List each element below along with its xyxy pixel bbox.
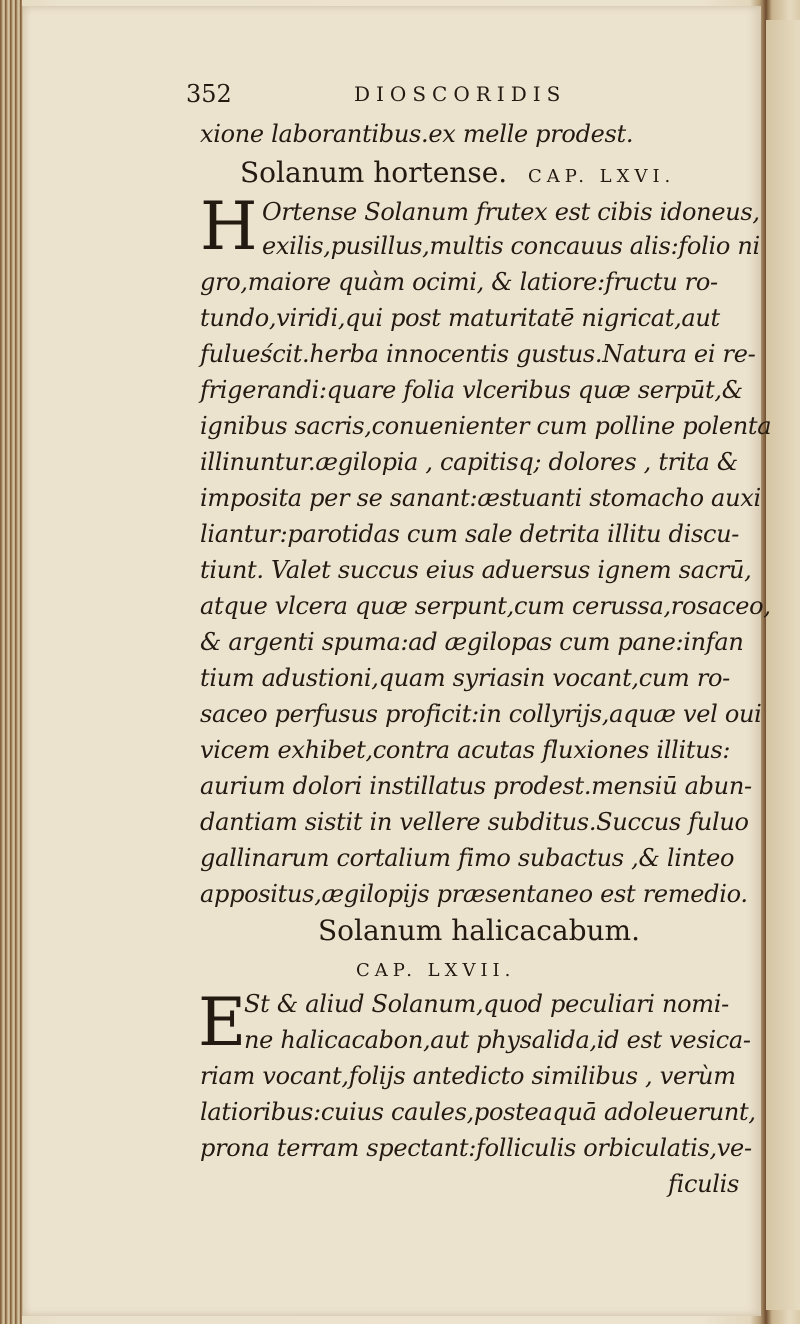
text-line: riam vocant,folijs antedicto similibus , verùm: [200, 1062, 736, 1090]
text-line: illinuntur.ægilopia , capitisq; dolores , trita &: [200, 448, 738, 476]
text-line: tium adustioni,quam syriasin vocant,cum ro-: [200, 664, 730, 692]
text-line: latioribus:cuius caules,posteaquā adoleuerunt,: [200, 1098, 756, 1126]
text-line: ignibus sacris,conuenienter cum polline polenta: [200, 412, 772, 440]
chapter-number: CAP. LXVI.: [528, 166, 676, 187]
catchword: ficulis: [668, 1170, 740, 1198]
facing-page-edge: [766, 20, 800, 1310]
text-line: & argenti spuma:ad ægilopas cum pane:infan: [200, 628, 744, 656]
page-edges: [0, 0, 22, 1324]
text-line: aurium dolori instillatus prodest.mensiū abun-: [200, 772, 752, 800]
chapter-number: CAP. LXVII.: [356, 960, 516, 981]
text-line: gro,maiore quàm ocimi, & latiore:fructu ro-: [200, 268, 718, 296]
text-line: imposita per se sanant:æstuanti stomacho auxi: [200, 484, 761, 512]
text-line: St & aliud Solanum,quod peculiari nomi-: [244, 990, 729, 1018]
chapter-heading: Solanum hortense.: [240, 156, 508, 189]
text-line: dantiam sistit in vellere subditus.Succus fuluo: [200, 808, 749, 836]
text-line: liantur:parotidas cum sale detrita illitu discu-: [200, 520, 740, 548]
text-line: Ortense Solanum frutex est cibis idoneus,: [262, 198, 760, 226]
drop-cap: H: [200, 188, 258, 265]
text-line: appositus,ægilopijs præsentaneo est remedio.: [200, 880, 748, 908]
text-line: vicem exhibet,contra acutas fluxiones illitus:: [200, 736, 731, 764]
text-line: tiunt. Valet succus eius aduersus ignem sacrū,: [200, 556, 752, 584]
text-line: tundo,viridi,qui post maturitatē nigricat,aut: [200, 304, 720, 332]
chapter-heading: Solanum halicacabum.: [318, 914, 640, 947]
text-line: gallinarum cortalium fimo subactus ,& linteo: [200, 844, 735, 872]
drop-cap: E: [198, 984, 247, 1061]
text-line: exilis,pusillus,multis concauus alis:folio ni: [262, 232, 760, 260]
text-line: xione laborantibus.ex melle prodest.: [200, 120, 634, 148]
page-number: 352: [186, 80, 232, 108]
text-line: fulueścit.herba innocentis gustus.Natura ei re-: [200, 340, 756, 368]
text-line: frigerandi:quare folia vlceribus quæ serpūt,&: [200, 376, 743, 404]
text-line: atque vlcera quæ serpunt,cum cerussa,rosaceo,: [200, 592, 771, 620]
running-title: DIOSCORIDIS: [354, 82, 567, 106]
text-line: saceo perfusus proficit:in collyrijs,aquæ vel oui: [200, 700, 762, 728]
text-line: ne halicacabon,aut physalida,id est vesica-: [244, 1026, 751, 1054]
text-line: prona terram spectant:folliculis orbiculatis,ve-: [200, 1134, 752, 1162]
